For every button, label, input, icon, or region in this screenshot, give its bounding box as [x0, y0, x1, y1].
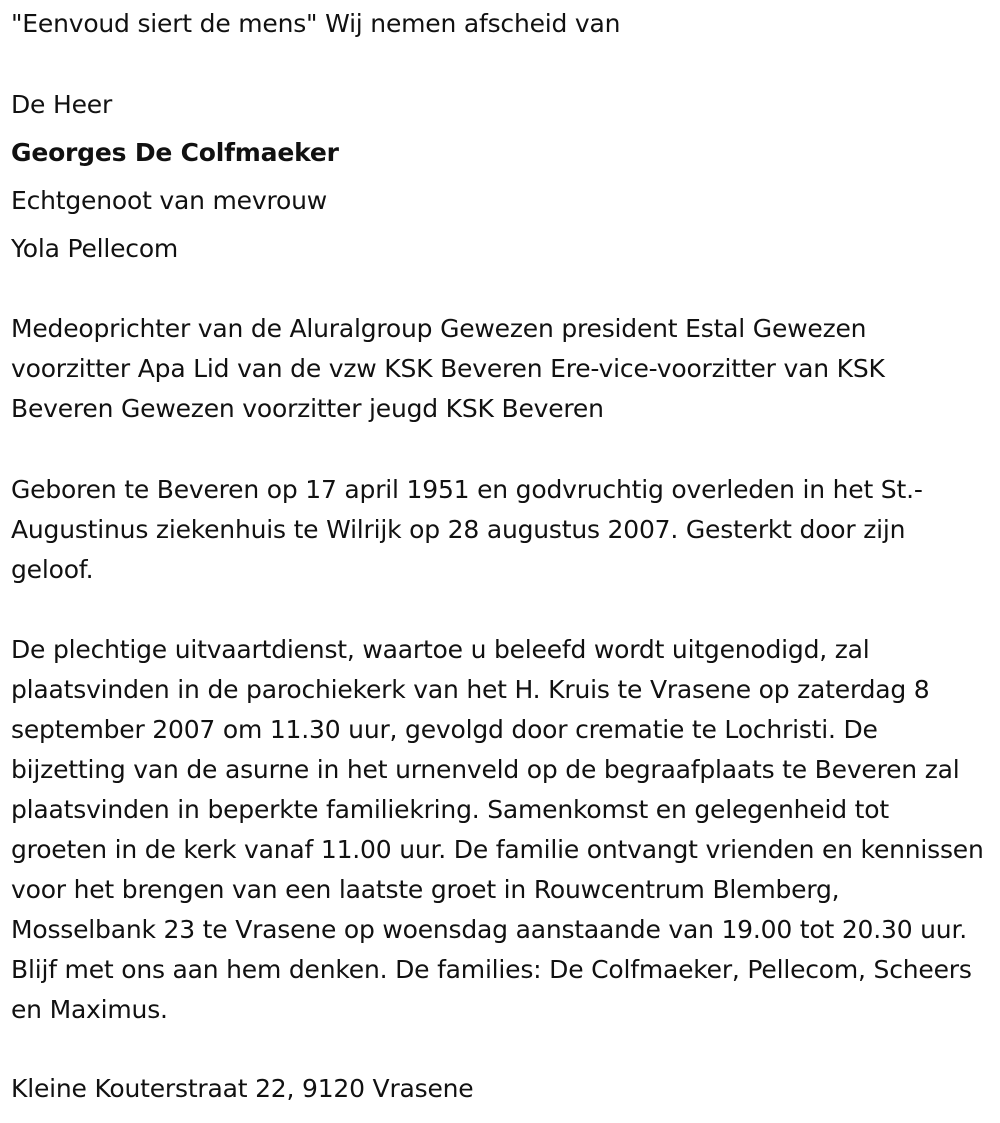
deceased-name: Georges De Colfmaeker [11, 138, 339, 167]
ceremony-paragraph: De plechtige uitvaartdienst, waartoe u beleefd wordt uitgenodigd, zal plaatsvinden in de parochiekerk van het H. Kruis te Vrasene op zaterdag 8 september 2007 om 11.30 uur, gevolgd door crematie te Lochristi. De bijzetting van de asurne in het urnenveld op de begraafplaats te Beveren zal plaatsvinden in beperkte familiekring. Samenkomst en gelegenheid tot groeten in de kerk vanaf 11.00 uur. De familie ontvangt vrienden en kennissen voor het brengen van een laatste groet in Rouwcentrum Blemberg, Mosselbank 23 te Vrasene op woensdag aanstaande van 19.00 tot 20.30 uur. Blijf met ons aan hem denken. De families: De Colfmaeker, Pellecom, Scheers en Maximus. [11, 635, 984, 1024]
spouse-label: Echtgenoot van mevrouw [11, 186, 327, 215]
address-line: Kleine Kouterstraat 22, 9120 Vrasene [11, 1074, 474, 1103]
title-prefix: De Heer [11, 90, 113, 119]
functions-paragraph: Medeoprichter van de Aluralgroup Gewezen president Estal Gewezen voorzitter Apa Lid van de vzw KSK Beveren Ere-vice-voorzitter van KSK Beveren Gewezen voorzitter jeugd KSK Beveren [11, 314, 885, 423]
birth-death-paragraph: Geboren te Beveren op 17 april 1951 en godvruchtig overleden in het St.-Augustinus ziekenhuis te Wilrijk op 28 augustus 2007. Gesterkt door zijn geloof. [11, 475, 923, 584]
intro-line: "Eenvoud siert de mens" Wij nemen afscheid van [11, 9, 621, 38]
spouse-name: Yola Pellecom [11, 234, 179, 263]
